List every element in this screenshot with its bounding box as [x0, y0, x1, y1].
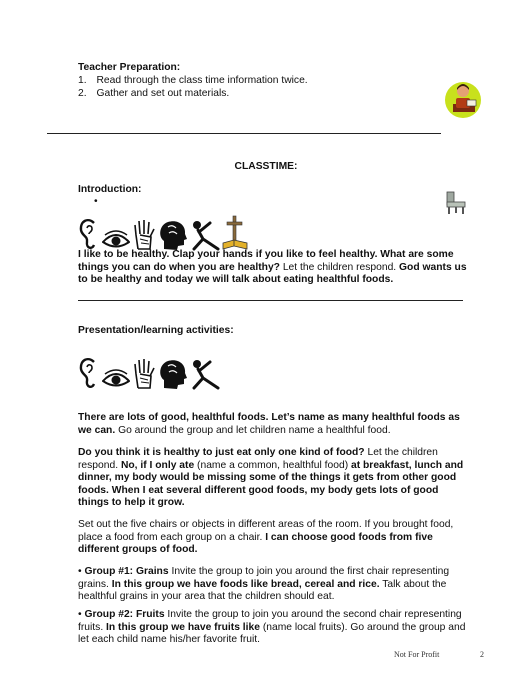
ear-icon [78, 356, 100, 390]
bullet: • [78, 609, 85, 620]
presentation-heading: Presentation/learning activities: [78, 325, 234, 336]
hand-icon [132, 219, 156, 251]
presentation-paragraph [78, 412, 470, 437]
teacher-icon [442, 78, 484, 120]
paragraph-text-bold: In this group we have foods like bread, cereal and rice. [111, 578, 380, 590]
paragraph-text-bold: In this group we have fruits like [106, 621, 260, 633]
paragraph-text: Let the children respond. [78, 447, 438, 471]
prep-item-text: Gather and set out materials. [96, 88, 230, 99]
stretching-person-icon [190, 219, 220, 251]
prep-heading: Teacher Preparation: [78, 62, 181, 73]
group-2-paragraph [78, 609, 470, 647]
stretching-person-icon [190, 358, 220, 390]
intro-paragraph [78, 249, 470, 287]
paragraph-text-bold: Do you think it is healthy to just eat only one kind of food? [78, 447, 365, 458]
ear-icon [78, 217, 100, 251]
senses-icon-row [78, 215, 248, 251]
divider [47, 133, 441, 134]
bullet: • [78, 566, 85, 577]
senses-icon-row [78, 356, 220, 390]
eye-icon [102, 368, 130, 390]
hand-icon [132, 358, 156, 390]
paragraph-text: (name local fruits). Go around the group and let each child name his/her favorite fruit. [78, 621, 466, 646]
footer-note: Not For Profit [394, 650, 440, 659]
divider [78, 300, 463, 301]
head-icon [158, 219, 188, 251]
paragraph-text-bold: I can choose good foods from five different groups of food. [78, 531, 433, 556]
paragraph-text-bold: Group #2: Fruits [84, 609, 165, 620]
cross-bible-icon [222, 215, 248, 251]
page-number: 2 [480, 650, 484, 659]
intro-heading: Introduction: [78, 184, 142, 195]
paragraph-text-bold: at breakfast, lunch and dinner, my body would be missing some of the things it gets from other good foods. When I eat several different good foods, my body gets lots of good things to help it grow. [78, 459, 464, 509]
intro-text: Let the children respond. [279, 261, 400, 273]
presentation-paragraph [78, 519, 470, 557]
paragraph-text: Invite the group to join you around the first chair representing grains. [78, 566, 450, 590]
paragraph-text: Go around the group and let children name a healthful food. [115, 424, 391, 436]
intro-bullet: • [94, 196, 98, 207]
paragraph-text: Invite the group to join you around the second chair representing fruits. [78, 609, 462, 633]
prep-item-text: Read through the class time information twice. [96, 75, 308, 86]
intro-text-bold: I like to be healthy. Clap your hands if you like to feel healthy. What are some things you can do when you are healthy? [78, 249, 454, 273]
prep-item-number: 2. [78, 88, 87, 99]
intro-text-bold: God wants us to be healthy and today we will talk about eating healthful foods. [78, 261, 467, 286]
prep-item [78, 75, 308, 88]
paragraph-text: (name a common, healthful food) [194, 459, 351, 471]
prep-item-number: 1. [78, 75, 87, 86]
chair-icon [444, 189, 470, 215]
paragraph-text-bold: Group #1: Grains [84, 566, 169, 577]
prep-item [78, 88, 229, 101]
paragraph-text-bold: No, if I only ate [120, 459, 195, 471]
presentation-paragraph [78, 447, 470, 510]
group-1-paragraph [78, 566, 470, 604]
paragraph-text-bold: There are lots of good, healthful foods. Let’s name as many healthful foods as we can. [78, 412, 460, 436]
head-icon [158, 358, 188, 390]
classtime-heading: CLASSTIME: [234, 161, 298, 172]
paragraph-text: Set out the five chairs or objects in different areas of the room. If you brought food, place a food from each group on a chair. [78, 519, 454, 543]
paragraph-text: Talk about the healthful grains in your area that the children should eat. [78, 578, 447, 603]
eye-icon [102, 229, 130, 251]
